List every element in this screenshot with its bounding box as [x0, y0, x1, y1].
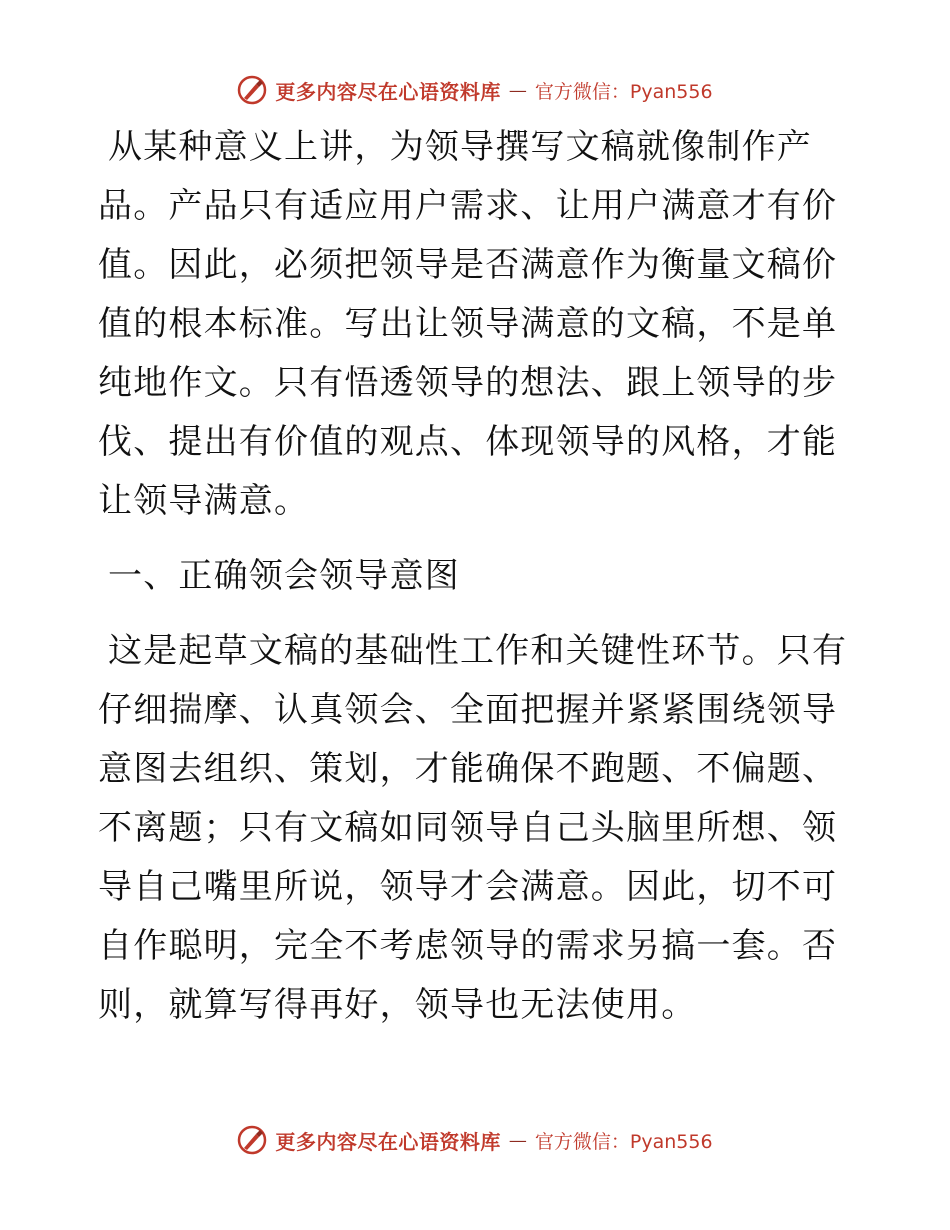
section-heading: 一、正确领会领导意图 [108, 556, 460, 596]
watermark-separator: — [508, 1129, 527, 1151]
pen-logo-icon [237, 75, 267, 105]
header-watermark [0, 72, 950, 108]
pen-logo-icon [237, 1125, 267, 1155]
document-body [98, 118, 850, 1035]
watermark-contact: 官方微信：Pyan556 [534, 80, 713, 103]
paragraph-intro: 从某种意义上讲，为领导撰写文稿就像制作产品。产品只有适应用户需求、让用户满意才有价值。因此，必须把领导是否满意作为衡量文稿价值的根本标准。写出让领导满意的文稿，不是单纯地作文。只有悟透领导的想法、跟上领导的步伐、提出有价值的观点、体现领导的风格，才能让领导满意。 [98, 127, 838, 521]
paragraph-section-1: 这是起草文稿的基础性工作和关键性环节。只有仔细揣摩、认真领会、全面把握并紧紧围绕领导意图去组织、策划，才能确保不跑题、不偏题、不离题；只有文稿如同领导自己头脑里所想、领导自己嘴里所说，领导才会满意。因此，切不可自作聪明，完全不考虑领导的需求另搞一套。否则，就算写得再好，领导也无法使用。 [98, 631, 848, 1025]
watermark-separator: — [508, 79, 527, 101]
watermark-brand: 更多内容尽在心语资料库 [275, 1129, 501, 1154]
watermark-brand: 更多内容尽在心语资料库 [275, 79, 501, 104]
watermark-contact: 官方微信：Pyan556 [534, 1130, 713, 1153]
footer-watermark [0, 1122, 950, 1158]
